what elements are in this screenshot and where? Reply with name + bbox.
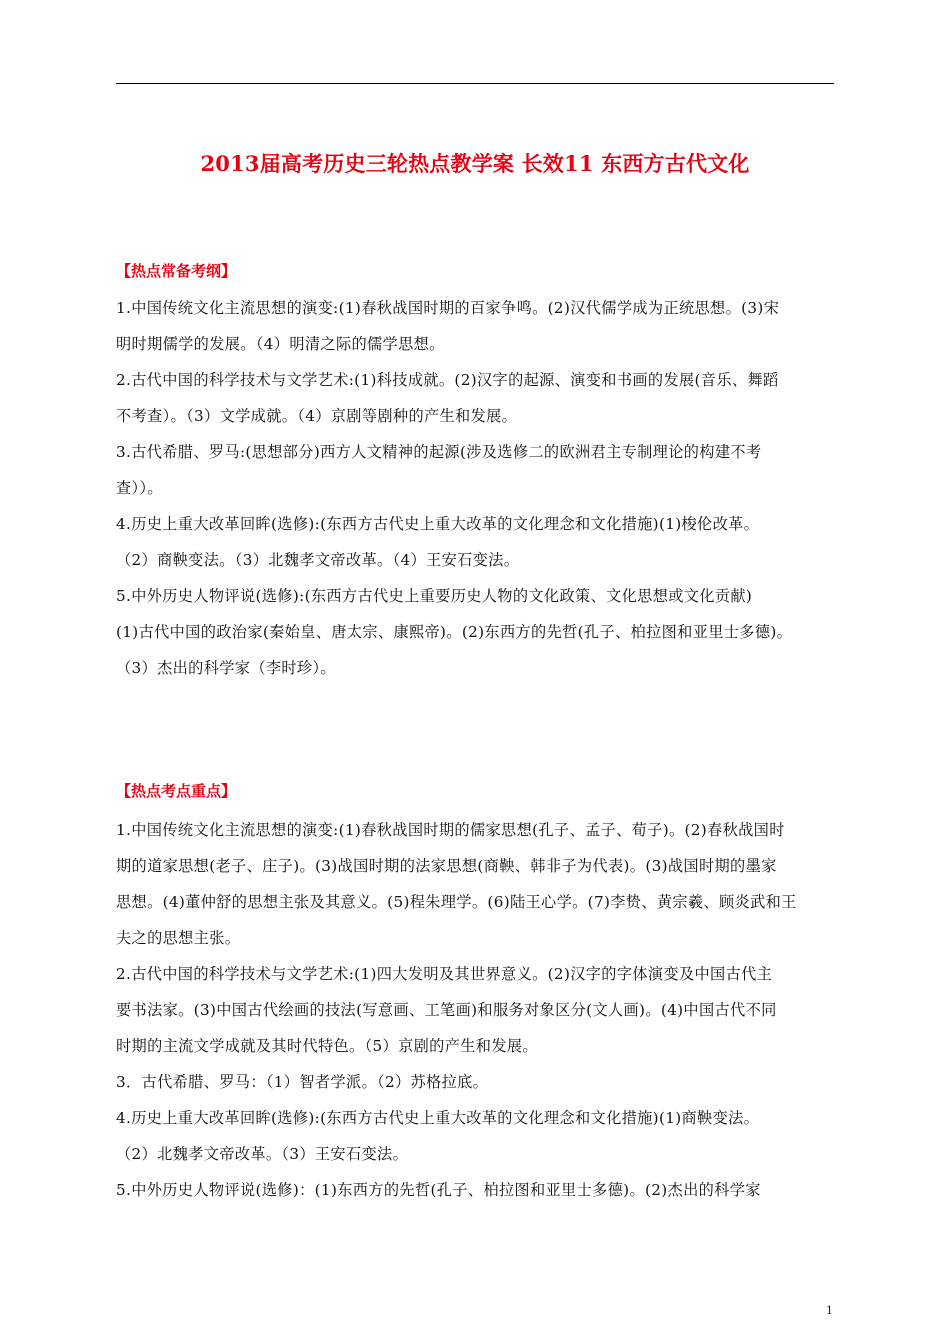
text-line: 要书法家。(3)中国古代绘画的技法(写意画、工笔画)和服务对象区分(文人画)。(4)中国古代不同 xyxy=(116,1001,777,1019)
list-item xyxy=(116,362,836,434)
text-line: 不考查）。（3）文学成就。（4）京剧等剧种的产生和发展。 xyxy=(116,407,518,425)
text-line: 2.古代中国的科学技术与文学艺术:(1)科技成就。(2)汉字的起源、演变和书画的发展(音乐、舞蹈 xyxy=(116,371,779,389)
text-line: 查））。 xyxy=(116,479,163,497)
page-number: 1 xyxy=(826,1304,833,1317)
text-line: 4.历史上重大改革回眸(选修):(东西方古代史上重大改革的文化理念和文化措施)(1)商鞅变法。 xyxy=(116,1109,760,1127)
header-rule xyxy=(116,83,834,84)
text-line: （3）杰出的科学家（李时珍）。 xyxy=(116,659,336,677)
text-line: 1.中国传统文化主流思想的演变:(1)春秋战国时期的百家争鸣。(2)汉代儒学成为正统思想。(3)宋 xyxy=(116,299,780,317)
list-item xyxy=(116,1100,836,1172)
text-line: （2）商鞅变法。（3）北魏孝文帝改革。（4）王安石变法。 xyxy=(116,551,520,569)
key-points-list xyxy=(116,812,836,1208)
section-key-points xyxy=(116,778,836,1208)
list-item xyxy=(116,578,836,686)
text-line: 时期的主流文学成就及其时代特色。（5）京剧的产生和发展。 xyxy=(116,1037,538,1055)
text-line: (1)古代中国的政治家(秦始皇、唐太宗、康熙帝)。(2)东西方的先哲(孔子、柏拉图和亚里士多德)。 xyxy=(116,623,793,641)
section-heading: 【热点常备考纲】 xyxy=(116,262,237,280)
text-line: 5.中外历史人物评说(选修)：(1)东西方的先哲(孔子、柏拉图和亚里士多德)。(2)杰出的科学家 xyxy=(116,1181,761,1199)
text-line: 3．古代希腊、罗马：（1）智者学派。（2）苏格拉底。 xyxy=(116,1073,489,1091)
outline-list xyxy=(116,290,836,686)
list-item xyxy=(116,506,836,578)
text-line: 1.中国传统文化主流思想的演变:(1)春秋战国时期的儒家思想(孔子、孟子、荀子)。(2)春秋战国时 xyxy=(116,821,785,839)
section-heading: 【热点考点重点】 xyxy=(116,782,237,800)
list-item xyxy=(116,290,836,362)
text-line: 思想。(4)董仲舒的思想主张及其意义。(5)程朱理学。(6)陆王心学。(7)李贽、黄宗羲、顾炎武和王 xyxy=(116,893,797,911)
text-line: （2）北魏孝文帝改革。（3）王安石变法。 xyxy=(116,1145,409,1163)
document-title: 2013届高考历史三轮热点教学案 长效11 东西方古代文化 xyxy=(200,151,750,176)
section-exam-outline xyxy=(116,258,836,686)
text-line: 3.古代希腊、罗马:(思想部分)西方人文精神的起源(涉及选修二的欧洲君主专制理论的构建不考 xyxy=(116,443,762,461)
list-item xyxy=(116,956,836,1064)
text-line: 明时期儒学的发展。（4）明清之际的儒学思想。 xyxy=(116,335,445,353)
text-line: 夫之的思想主张。 xyxy=(116,929,241,947)
text-line: 4.历史上重大改革回眸(选修):(东西方古代史上重大改革的文化理念和文化措施)(1)梭伦改革。 xyxy=(116,515,760,533)
text-line: 期的道家思想(老子、庄子)。(3)战国时期的法家思想(商鞅、韩非子为代表)。(3)战国时期的墨家 xyxy=(116,857,777,875)
list-item xyxy=(116,1064,836,1100)
text-line: 5.中外历史人物评说(选修):(东西方古代史上重要历史人物的文化政策、文化思想或文化贡献) xyxy=(116,587,753,605)
list-item xyxy=(116,812,836,956)
list-item xyxy=(116,1172,836,1208)
text-line: 2.古代中国的科学技术与文学艺术:(1)四大发明及其世界意义。(2)汉字的字体演变及中国古代主 xyxy=(116,965,773,983)
list-item xyxy=(116,434,836,506)
